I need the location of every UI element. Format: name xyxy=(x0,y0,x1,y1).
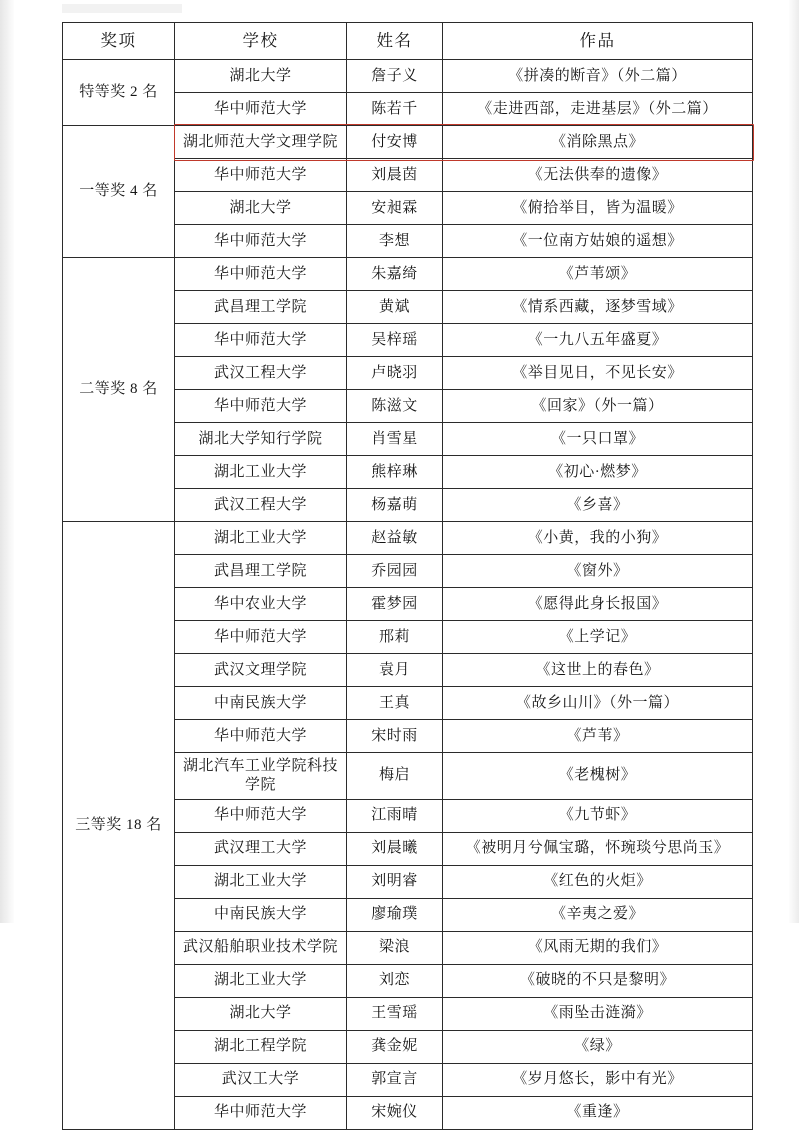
author-name-cell: 李想 xyxy=(347,225,443,258)
school-cell: 华中师范大学 xyxy=(175,799,347,832)
work-title-cell: 《重逢》 xyxy=(443,1096,753,1129)
author-name-cell: 刘明睿 xyxy=(347,865,443,898)
school-cell: 中南民族大学 xyxy=(175,898,347,931)
work-title-cell: 《这世上的春色》 xyxy=(443,654,753,687)
author-name-cell: 袁月 xyxy=(347,654,443,687)
school-cell: 华中师范大学 xyxy=(175,93,347,126)
author-name-cell: 卢晓羽 xyxy=(347,357,443,390)
author-name-cell: 詹子义 xyxy=(347,60,443,93)
author-name-cell: 刘晨茵 xyxy=(347,159,443,192)
author-name-cell: 肖雪星 xyxy=(347,423,443,456)
author-name-cell: 梁浪 xyxy=(347,931,443,964)
school-cell: 华中师范大学 xyxy=(175,621,347,654)
page-left-edge xyxy=(0,0,14,923)
column-header-name: 姓名 xyxy=(347,23,443,60)
school-cell: 武汉文理学院 xyxy=(175,654,347,687)
column-header-school: 学校 xyxy=(175,23,347,60)
author-name-cell: 刘晨曦 xyxy=(347,832,443,865)
work-title-cell: 《老槐树》 xyxy=(443,753,753,800)
school-cell: 武昌理工学院 xyxy=(175,555,347,588)
school-cell: 湖北工业大学 xyxy=(175,456,347,489)
author-name-cell: 宋婉仪 xyxy=(347,1096,443,1129)
work-title-cell: 《拼凑的断音》（外二篇） xyxy=(443,60,753,93)
author-name-cell: 霍梦园 xyxy=(347,588,443,621)
author-name-cell: 黄斌 xyxy=(347,291,443,324)
work-title-cell: 《一九八五年盛夏》 xyxy=(443,324,753,357)
author-name-cell: 王真 xyxy=(347,687,443,720)
award-category-cell: 特等奖 2 名 xyxy=(63,60,175,126)
school-cell: 华中师范大学 xyxy=(175,324,347,357)
author-name-cell: 江雨晴 xyxy=(347,799,443,832)
work-title-cell: 《走进西部，走进基层》（外二篇） xyxy=(443,93,753,126)
author-name-cell: 陈滋文 xyxy=(347,390,443,423)
author-name-cell: 付安博 xyxy=(347,126,443,159)
work-title-cell: 《九节虾》 xyxy=(443,799,753,832)
author-name-cell: 乔园园 xyxy=(347,555,443,588)
author-name-cell: 赵益敏 xyxy=(347,522,443,555)
school-cell: 湖北大学 xyxy=(175,60,347,93)
school-cell: 湖北大学 xyxy=(175,192,347,225)
work-title-cell: 《初心·燃梦》 xyxy=(443,456,753,489)
work-title-cell: 《上学记》 xyxy=(443,621,753,654)
author-name-cell: 朱嘉绮 xyxy=(347,258,443,291)
work-title-cell: 《愿得此身长报国》 xyxy=(443,588,753,621)
work-title-cell: 《乡喜》 xyxy=(443,489,753,522)
work-title-cell: 《一只口罩》 xyxy=(443,423,753,456)
work-title-cell: 《故乡山川》（外一篇） xyxy=(443,687,753,720)
school-cell: 华中师范大学 xyxy=(175,159,347,192)
author-name-cell: 吴梓瑶 xyxy=(347,324,443,357)
work-title-cell: 《举目见日，不见长安》 xyxy=(443,357,753,390)
table-row xyxy=(63,60,753,93)
school-cell: 华中师范大学 xyxy=(175,390,347,423)
school-cell: 武汉船舶职业技术学院 xyxy=(175,931,347,964)
table-header-row xyxy=(63,23,753,60)
school-cell: 湖北工程学院 xyxy=(175,1030,347,1063)
work-title-cell: 《小黄，我的小狗》 xyxy=(443,522,753,555)
table-header xyxy=(63,23,753,60)
author-name-cell: 王雪瑶 xyxy=(347,997,443,1030)
work-title-cell: 《红色的火炬》 xyxy=(443,865,753,898)
school-cell: 武汉工大学 xyxy=(175,1063,347,1096)
work-title-cell: 《消除黑点》 xyxy=(443,126,753,159)
school-cell: 湖北汽车工业学院科技学院 xyxy=(175,753,347,800)
author-name-cell: 熊梓琳 xyxy=(347,456,443,489)
table-body xyxy=(63,60,753,1130)
school-cell: 武汉工程大学 xyxy=(175,357,347,390)
school-cell: 华中师范大学 xyxy=(175,1096,347,1129)
school-cell: 华中农业大学 xyxy=(175,588,347,621)
award-list-table xyxy=(62,22,753,1130)
school-cell: 湖北工业大学 xyxy=(175,865,347,898)
work-title-cell: 《无法供奉的遗像》 xyxy=(443,159,753,192)
school-cell: 湖北工业大学 xyxy=(175,522,347,555)
author-name-cell: 龚金妮 xyxy=(347,1030,443,1063)
work-title-cell: 《窗外》 xyxy=(443,555,753,588)
column-header-work: 作品 xyxy=(443,23,753,60)
author-name-cell: 宋时雨 xyxy=(347,720,443,753)
work-title-cell: 《俯拾举目，皆为温暖》 xyxy=(443,192,753,225)
work-title-cell: 《被明月兮佩宝璐，怀琬琰兮思尚玉》 xyxy=(443,832,753,865)
school-cell: 武汉工程大学 xyxy=(175,489,347,522)
award-category-cell: 二等奖 8 名 xyxy=(63,258,175,522)
author-name-cell: 杨嘉萌 xyxy=(347,489,443,522)
work-title-cell: 《岁月悠长，影中有光》 xyxy=(443,1063,753,1096)
school-cell: 武汉理工大学 xyxy=(175,832,347,865)
award-category-cell: 三等奖 18 名 xyxy=(63,522,175,1130)
work-title-cell: 《芦苇》 xyxy=(443,720,753,753)
school-cell: 湖北工业大学 xyxy=(175,964,347,997)
work-title-cell: 《破晓的不只是黎明》 xyxy=(443,964,753,997)
school-cell: 武昌理工学院 xyxy=(175,291,347,324)
work-title-cell: 《雨坠击涟漪》 xyxy=(443,997,753,1030)
school-cell: 华中师范大学 xyxy=(175,720,347,753)
school-cell: 中南民族大学 xyxy=(175,687,347,720)
work-title-cell: 《回家》（外一篇） xyxy=(443,390,753,423)
author-name-cell: 安昶霖 xyxy=(347,192,443,225)
page-top-artifact xyxy=(62,4,182,13)
school-cell: 华中师范大学 xyxy=(175,258,347,291)
author-name-cell: 陈若千 xyxy=(347,93,443,126)
school-cell: 湖北师范大学文理学院 xyxy=(175,126,347,159)
school-cell: 湖北大学 xyxy=(175,997,347,1030)
table-row xyxy=(63,126,753,159)
work-title-cell: 《情系西藏，逐梦雪域》 xyxy=(443,291,753,324)
page-right-edge xyxy=(789,0,799,923)
author-name-cell: 梅启 xyxy=(347,753,443,800)
school-cell: 湖北大学知行学院 xyxy=(175,423,347,456)
author-name-cell: 刘恋 xyxy=(347,964,443,997)
table-row xyxy=(63,258,753,291)
work-title-cell: 《一位南方姑娘的遥想》 xyxy=(443,225,753,258)
work-title-cell: 《芦苇颂》 xyxy=(443,258,753,291)
table-row xyxy=(63,522,753,555)
author-name-cell: 廖瑜璞 xyxy=(347,898,443,931)
author-name-cell: 邢莉 xyxy=(347,621,443,654)
work-title-cell: 《风雨无期的我们》 xyxy=(443,931,753,964)
school-cell: 华中师范大学 xyxy=(175,225,347,258)
award-category-cell: 一等奖 4 名 xyxy=(63,126,175,258)
work-title-cell: 《绿》 xyxy=(443,1030,753,1063)
author-name-cell: 郭宣言 xyxy=(347,1063,443,1096)
work-title-cell: 《辛夷之爱》 xyxy=(443,898,753,931)
column-header-award: 奖项 xyxy=(63,23,175,60)
